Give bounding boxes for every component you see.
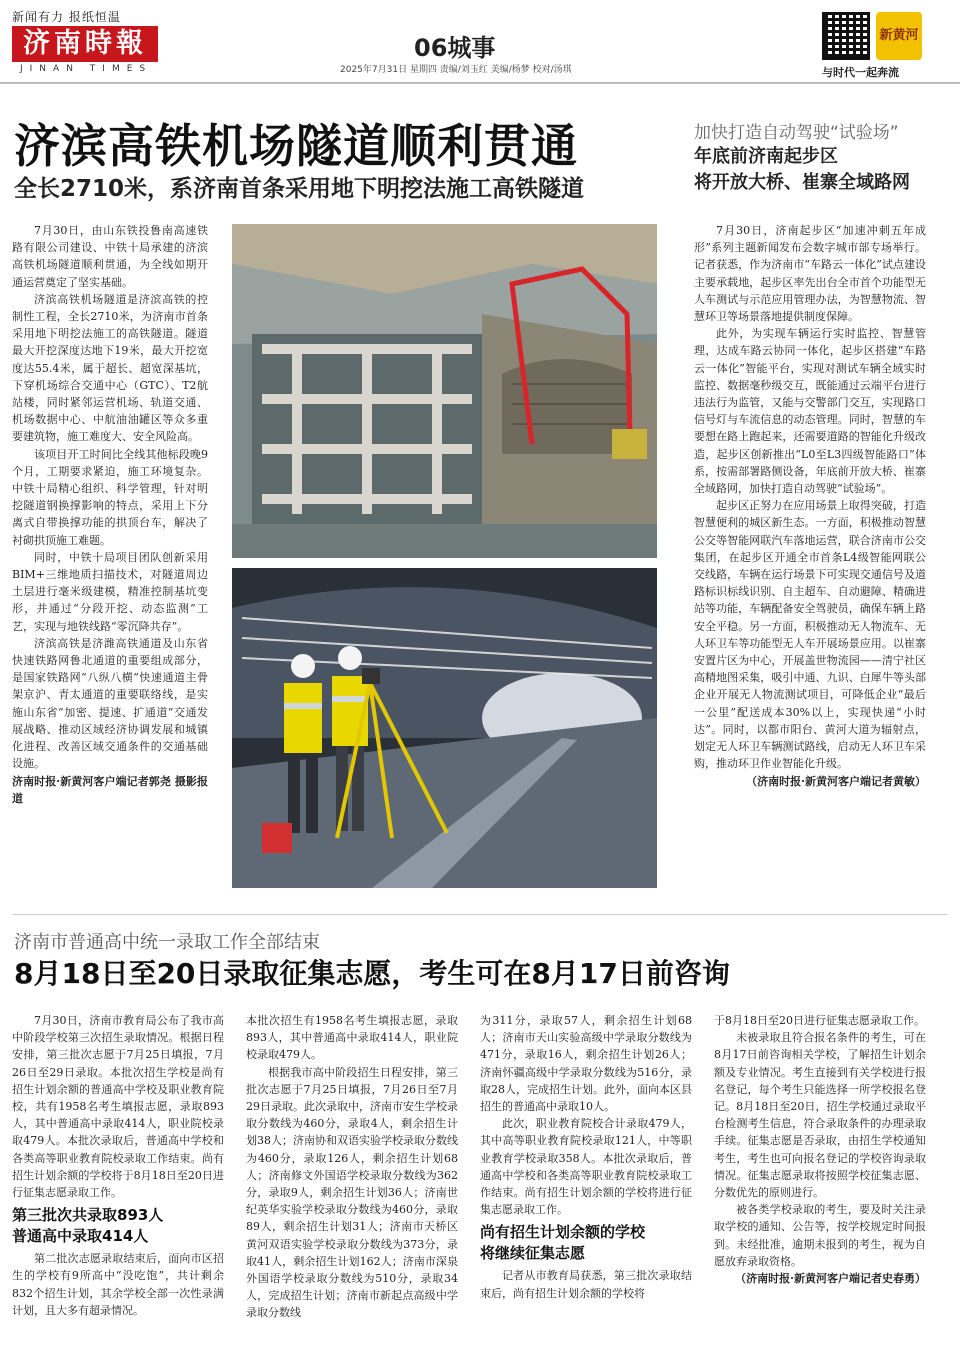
- side-body: [694, 222, 926, 790]
- issue-info: 2025年7月31日 星期四 责编/刘玉红 美编/杨梦 校对/汤琪: [340, 65, 572, 75]
- paragraph: 起步区正努力在应用场景上取得突破，打造智慧便利的城区新生态。一方面，积极推动智慧公交等智能网联汽车落地运营，联合济南市公交集团，在起步区开通全市首条L4级智能网联公交线路，车辆在运行场景下可实现交通信号及道路标识标线识别、自主超车、自动避障、精确进站等功能，车辆配备安全驾驶员，确保车辆上路安全平稳。另一方面，积极推动无人物流车、无人环卫车等功能型无人车开展场景应用。以崔寨安置片区为中心，开展盖世物流园——清宁社区高精地图采集，吸引中通、九识、白犀牛等头部企业开展无人物流测试项目，可降低企业“最后一公里”配送成本30%以上，实现快递“小时达”。同时，以都市阳台、黄河大道为辐射点，划定无人环卫车辆测试路线，启动无人环卫车采购，推动环卫作业智能化升级。: [694, 499, 926, 771]
- side-headline-1: 年底前济南起步区: [694, 146, 838, 167]
- paragraph: 被各类学校录取的考生，要及时关注录取学校的通知、公告等，按学校规定时间报到。未经批准，逾期未报到的考生，视为自愿放弃录取资格。: [714, 1203, 926, 1268]
- qr-code-icon[interactable]: [822, 12, 870, 60]
- side-headline-2: 将开放大桥、崔寨全域路网: [694, 172, 910, 193]
- page-label: 06城事: [414, 34, 496, 62]
- app-logo: 新黄河: [876, 12, 922, 60]
- masthead-divider: [0, 82, 960, 84]
- newspaper-logo: 济南時報: [12, 26, 158, 62]
- paragraph: 根据我市高中阶段招生日程安排，第三批次志愿于7月25日填报，7月26日至7月29日录取。此次录取中，济南市安生学校录取分数线为460分，录取4人，剩余招生计划38人；济南协和双语实验学校录取分数线为460分，录取126人，剩余招生计划68人；济南修文外国语学校录取分数线为362分，录取9人，剩余招生计划36人；济南世纪英华实验学校录取分数线为460分，录取89人，剩余招生计划31人；济南市天桥区黄河双语实验学校录取分数线为373分，录取41人，剩余招生计划162人；济南市深泉外国语学校录取分数线为510分，录取34人，完成招生计划；济南市新起点高级中学录取分数线: [246, 1065, 458, 1320]
- paragraph: 7月30日，由山东铁投鲁南高速铁路有限公司建设、中铁十局承建的济滨高铁机场隧道顺利贯通，为全线如期开通运营奠定了坚实基础。: [12, 224, 208, 289]
- paragraph: 同时，中铁十局项目团队创新采用BIM+三维地质扫描技术，对隧道周边土层进行毫米级建模，精准控制基坑变形，并通过“分段开挖、动态监测”工艺，实现与地铁线路“零沉降共存”。: [12, 550, 208, 633]
- subhead-line: 尚有招生计划余额的学校: [480, 1223, 646, 1242]
- second-kicker: 济南市普通高中统一录取工作全部结束: [14, 932, 320, 953]
- second-col-2: [246, 1012, 458, 1322]
- construction-illustration: [232, 224, 657, 558]
- tunnel-illustration: [232, 568, 657, 888]
- lead-headline: 济滨高铁机场隧道顺利贯通: [14, 119, 578, 173]
- byline: 济南时报·新黄河客户端记者郭尧 摄影报道: [12, 774, 208, 805]
- photo-tunnel-surveyors: [232, 568, 657, 888]
- second-headline: 8月18日至20日录取征集志愿，考生可在8月17日前咨询: [14, 957, 730, 990]
- paragraph: 济滨高铁机场隧道是济滨高铁的控制性工程，全长2710米，为济南市首条采用地下明挖法施工的高铁隧道。隧道最大开挖深度达地下19米，最大开挖宽度达55.4米，属于超长、超宽深基坑，下穿机场综合交通中心（GTC）、T2航站楼，同时紧邻运营机场、轨道交通、机场数据中心、中航油油罐区等众多重要建筑物，施工难度大、安全风险高。: [12, 292, 208, 444]
- subhead-line: 第三批次共录取893人: [12, 1206, 164, 1225]
- subhead-line: 将继续征集志愿: [480, 1244, 586, 1263]
- second-col-1: [12, 1012, 224, 1319]
- paragraph: 7月30日，济南市教育局公布了我市高中阶段学校第三次招生录取情况。根据日程安排，第三批次志愿于7月25日填报，7月26日至29日录取。本批次招生学校是尚有招生计划余额的普通高中学校及职业教育院校，共有1958名考生填报志愿，录取893人，其中普通高中录取414人，职业院校录取479人。本批次录取后，普通高中学校和各类高等职业教育院校录取工作结束。尚有招生计划余额的学校将于8月18日至20日进行征集志愿录取工作。: [12, 1014, 224, 1200]
- paragraph: 此次，职业教育院校合计录取479人，其中高等职业教育院校录取121人，中等职业教育学校录取358人。本批次录取后，普通高中学校和各类高等职业教育院校录取工作结束。尚有招生计划余额的学校将进行征集志愿录取工作。: [480, 1117, 692, 1217]
- subhead: [12, 1205, 224, 1247]
- paragraph: 第二批次志愿录取结束后，面向市区招生的学校有9所高中“没吃饱”，共计剩余832个招生计划，其余学校全部一次性录满计划，且大多有超录情况。: [12, 1252, 224, 1317]
- second-col-4: [714, 1012, 926, 1287]
- byline: （济南时报·新黄河客户端记者史春勇）: [735, 1272, 926, 1286]
- section-divider: [12, 914, 948, 915]
- photo-tunnel-construction-site: [232, 224, 657, 558]
- brand-slogan: 新闻有力 报纸恒温: [12, 10, 121, 24]
- masthead: [0, 0, 960, 84]
- app-slogan: 与时代一起奔流: [822, 66, 899, 79]
- side-kicker: 加快打造自动驾驶“试验场”: [694, 123, 899, 143]
- subhead-line: 普通高中录取414人: [12, 1227, 149, 1246]
- paragraph: 为311分，录取57人，剩余招生计划68人；济南市天山实验高级中学录取分数线为471分，录取16人，剩余招生计划26人；济南怀疆高级中学录取分数线为516分，录取28人，完成招生计划。此外，面向本区县招生的普通高中录取10人。: [480, 1014, 692, 1114]
- paragraph: 本批次招生有1958名考生填报志愿，录取893人，其中普通高中录取414人，职业院校录取479人。: [246, 1014, 458, 1062]
- lead-subheadline: 全长2710米，系济南首条采用地下明挖法施工高铁隧道: [14, 176, 585, 202]
- paragraph: 7月30日，济南起步区“加速冲刺五年成形”系列主题新闻发布会数字城市部专场举行。记者获悉，作为济南市“车路云一体化”试点建设主要承载地，起步区率先出台全市首个功能型无人车测试与示范应用管理办法，为智慧物流、智慧环卫等场景落地提供制度保障。: [694, 224, 926, 324]
- paragraph: 济滨高铁是济潍高铁通道及山东省快速铁路网鲁北通道的重要组成部分，是国家铁路网“八纵八横”快速通道主骨架京沪、青太通道的重要联络线，是实施山东省“加密、提速、扩通道”交通发展战略、推动区域经济协调发展和城镇化进程、改善区域交通条件的交通基础设施。: [12, 636, 208, 771]
- newspaper-logo-sub: JINAN TIMES: [20, 64, 153, 74]
- paragraph: 此外，为实现车辆运行实时监控、智慧管理，达成车路云协同一体化，起步区搭建“车路云一体化”智能平台，实现对测试车辆全域实时监控、数据毫秒级交互，既能通过云端平台进行违法行为监管，又能与交警部门交互，实现路口信号灯与车流信息的动态管理。同时，智慧的车要想在路上跑起来，还需要道路的智能化升级改造，起步区创新推出“L0至L3四级智能路口”体系，按需部署路侧设备，年底前开放大桥、崔寨全域路网，加快打造自动驾驶“试验场”。: [694, 327, 926, 496]
- subhead: [480, 1222, 692, 1264]
- lead-body: [12, 222, 208, 807]
- second-col-3: [480, 1012, 692, 1302]
- byline: （济南时报·新黄河客户端记者黄敏）: [746, 774, 926, 788]
- paragraph: 该项目开工时间比全线其他标段晚9个月，工期要求紧迫，施工环境复杂。中铁十局精心组织、科学管理，针对明挖隧道钢换撑影响的特点，采用上下分离式自带换撑功能的拱顶台车，解决了衬砌拱顶施工难题。: [12, 447, 208, 547]
- paragraph: 于8月18日至20日进行征集志愿录取工作。: [714, 1014, 925, 1027]
- paragraph: 记者从市教育局获悉，第三批次录取结束后，尚有招生计划余额的学校将: [480, 1269, 692, 1300]
- paragraph: 未被录取且符合报名条件的考生，可在8月17日前咨询相关学校，了解招生计划余额及专业情况。考生直接到有关学校进行报名登记，每个考生只能选择一所学校报名登记。8月18日至20日，招生学校通过录取平台检测考生信息，符合录取条件的办理录取手续。征集志愿是否录取，由招生学校通知考生，考生也可向报名登记的学校咨询录取情况。征集志愿录取将按照学校征集志愿、分数优先的原则进行。: [714, 1031, 926, 1200]
